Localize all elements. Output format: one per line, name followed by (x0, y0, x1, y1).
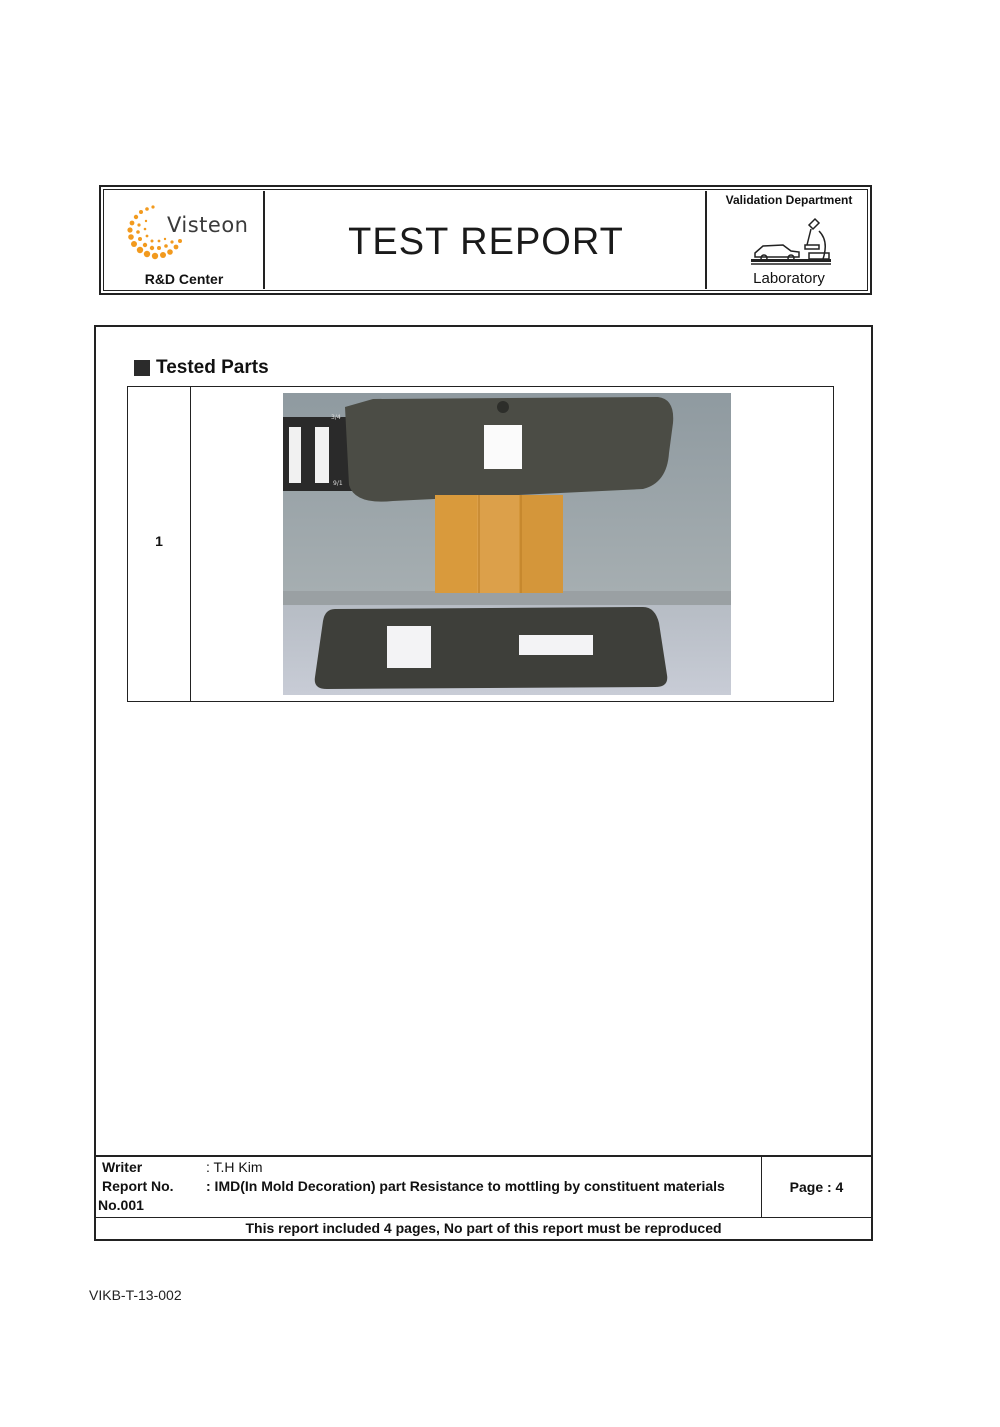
report-number: No.001 (98, 1197, 144, 1213)
report-footer (96, 1155, 871, 1239)
page-number-cell (762, 1157, 871, 1217)
page-title: TEST REPORT (348, 221, 624, 263)
photo-label-c: 9/1 (333, 480, 343, 487)
lab-cell (709, 191, 869, 289)
report-value: : IMD(In Mold Decoration) part Resistance to mottling by constituent materials (206, 1178, 725, 1194)
page-number: Page : 4 (789, 1179, 844, 1195)
square-bullet-icon (134, 360, 150, 376)
section-heading (134, 357, 269, 379)
title-cell (267, 191, 707, 289)
laboratory-label: Laboratory (753, 270, 825, 287)
writer-value: : T.H Kim (206, 1159, 263, 1175)
company-logo-text: Visteon (167, 213, 249, 237)
section-heading-text: Tested Parts (156, 357, 269, 378)
tested-part-photo (283, 393, 731, 695)
table-row-number-cell (128, 387, 191, 701)
tested-parts-table (127, 386, 834, 702)
report-header (99, 185, 872, 295)
report-body (94, 325, 873, 1241)
footer-info (96, 1157, 762, 1217)
part-number: 1 (155, 533, 163, 549)
rd-center-label: R&D Center (144, 271, 224, 287)
photo-label-a: 3/4 (331, 414, 341, 421)
writer-label: Writer (102, 1159, 143, 1175)
document-code: VIKB-T-13-002 (89, 1287, 182, 1303)
report-label: Report No. (102, 1178, 174, 1194)
microscope-car-icon (749, 215, 833, 267)
department-label: Validation Department (725, 193, 853, 207)
logo-cell (105, 191, 265, 289)
reproduction-notice: This report included 4 pages, No part of this report must be reproduced (96, 1217, 871, 1239)
